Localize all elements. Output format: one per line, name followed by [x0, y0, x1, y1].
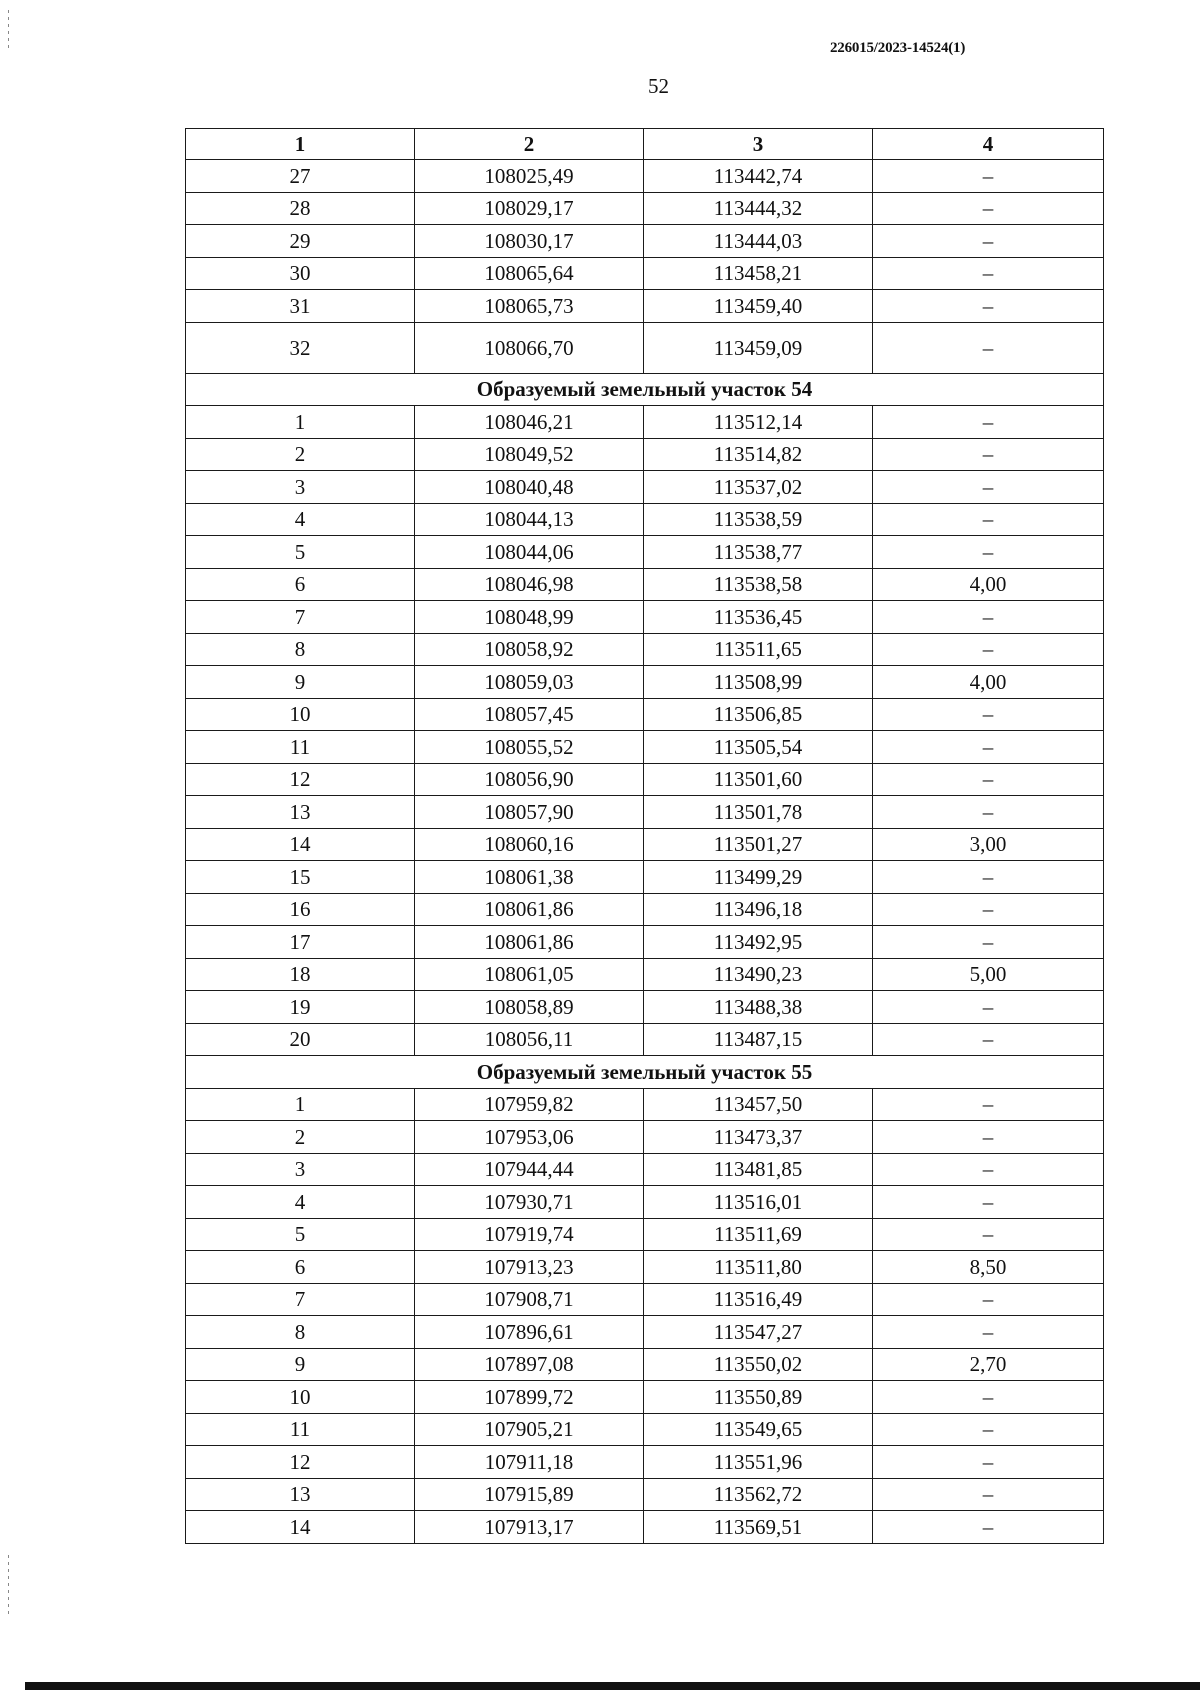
value-cell: –	[873, 633, 1104, 666]
x-coordinate-cell: 107959,82	[415, 1088, 644, 1121]
y-coordinate-cell: 113501,60	[644, 763, 873, 796]
table-row	[186, 1218, 1104, 1251]
table-row	[186, 568, 1104, 601]
table-row	[186, 290, 1104, 323]
point-number-cell: 2	[186, 438, 415, 471]
header-cell-4: 4	[873, 129, 1104, 160]
y-coordinate-cell: 113512,14	[644, 406, 873, 439]
y-coordinate-cell: 113481,85	[644, 1153, 873, 1186]
table-row	[186, 1186, 1104, 1219]
x-coordinate-cell: 108055,52	[415, 731, 644, 764]
value-cell: –	[873, 698, 1104, 731]
value-cell: 3,00	[873, 828, 1104, 861]
scan-edge-mark	[8, 1555, 9, 1615]
x-coordinate-cell: 107913,23	[415, 1251, 644, 1284]
x-coordinate-cell: 108044,06	[415, 536, 644, 569]
value-cell: –	[873, 1121, 1104, 1154]
value-cell: –	[873, 225, 1104, 258]
point-number-cell: 3	[186, 1153, 415, 1186]
y-coordinate-cell: 113499,29	[644, 861, 873, 894]
y-coordinate-cell: 113473,37	[644, 1121, 873, 1154]
y-coordinate-cell: 113511,65	[644, 633, 873, 666]
point-number-cell: 20	[186, 1023, 415, 1056]
x-coordinate-cell: 108061,86	[415, 893, 644, 926]
table-row	[186, 471, 1104, 504]
table-row	[186, 536, 1104, 569]
value-cell: –	[873, 406, 1104, 439]
point-number-cell: 15	[186, 861, 415, 894]
table-row	[186, 1088, 1104, 1121]
header-cell-1: 1	[186, 129, 415, 160]
x-coordinate-cell: 108049,52	[415, 438, 644, 471]
y-coordinate-cell: 113538,77	[644, 536, 873, 569]
y-coordinate-cell: 113492,95	[644, 926, 873, 959]
table-row	[186, 828, 1104, 861]
x-coordinate-cell: 107899,72	[415, 1381, 644, 1414]
value-cell: –	[873, 160, 1104, 193]
value-cell: –	[873, 1381, 1104, 1414]
x-coordinate-cell: 108058,89	[415, 991, 644, 1024]
x-coordinate-cell: 108060,16	[415, 828, 644, 861]
value-cell: –	[873, 991, 1104, 1024]
point-number-cell: 7	[186, 601, 415, 634]
value-cell: –	[873, 536, 1104, 569]
point-number-cell: 30	[186, 257, 415, 290]
table-row	[186, 633, 1104, 666]
point-number-cell: 8	[186, 1316, 415, 1349]
x-coordinate-cell: 108046,98	[415, 568, 644, 601]
y-coordinate-cell: 113488,38	[644, 991, 873, 1024]
x-coordinate-cell: 108061,86	[415, 926, 644, 959]
header-cell-3: 3	[644, 129, 873, 160]
y-coordinate-cell: 113490,23	[644, 958, 873, 991]
table-row	[186, 257, 1104, 290]
x-coordinate-cell: 108065,73	[415, 290, 644, 323]
point-number-cell: 10	[186, 698, 415, 731]
table-row	[186, 763, 1104, 796]
point-number-cell: 5	[186, 536, 415, 569]
y-coordinate-cell: 113458,21	[644, 257, 873, 290]
y-coordinate-cell: 113457,50	[644, 1088, 873, 1121]
y-coordinate-cell: 113562,72	[644, 1478, 873, 1511]
x-coordinate-cell: 108056,11	[415, 1023, 644, 1056]
table-row	[186, 1023, 1104, 1056]
x-coordinate-cell: 108044,13	[415, 503, 644, 536]
value-cell: –	[873, 1186, 1104, 1219]
point-number-cell: 1	[186, 406, 415, 439]
y-coordinate-cell: 113537,02	[644, 471, 873, 504]
point-number-cell: 4	[186, 1186, 415, 1219]
x-coordinate-cell: 107913,17	[415, 1511, 644, 1544]
table-row	[186, 322, 1104, 373]
value-cell: –	[873, 438, 1104, 471]
table-row	[186, 796, 1104, 829]
x-coordinate-cell: 108029,17	[415, 192, 644, 225]
table-row	[186, 438, 1104, 471]
section-title: Образуемый земельный участок 54	[186, 373, 1104, 406]
point-number-cell: 5	[186, 1218, 415, 1251]
x-coordinate-cell: 108030,17	[415, 225, 644, 258]
document-id: 226015/2023-14524(1)	[830, 40, 966, 56]
point-number-cell: 11	[186, 1413, 415, 1446]
point-number-cell: 19	[186, 991, 415, 1024]
y-coordinate-cell: 113551,96	[644, 1446, 873, 1479]
x-coordinate-cell: 107896,61	[415, 1316, 644, 1349]
value-cell: –	[873, 731, 1104, 764]
table-row	[186, 225, 1104, 258]
y-coordinate-cell: 113501,78	[644, 796, 873, 829]
value-cell: –	[873, 1283, 1104, 1316]
section-row	[186, 373, 1104, 406]
coordinates-table	[185, 128, 1104, 1544]
x-coordinate-cell: 108040,48	[415, 471, 644, 504]
value-cell: –	[873, 1511, 1104, 1544]
value-cell: –	[873, 322, 1104, 373]
point-number-cell: 14	[186, 1511, 415, 1544]
point-number-cell: 7	[186, 1283, 415, 1316]
x-coordinate-cell: 108059,03	[415, 666, 644, 699]
point-number-cell: 13	[186, 1478, 415, 1511]
y-coordinate-cell: 113444,32	[644, 192, 873, 225]
point-number-cell: 6	[186, 568, 415, 601]
table-row	[186, 1381, 1104, 1414]
point-number-cell: 14	[186, 828, 415, 861]
point-number-cell: 3	[186, 471, 415, 504]
table-row	[186, 503, 1104, 536]
value-cell: –	[873, 290, 1104, 323]
scan-bottom-edge	[25, 1682, 1200, 1690]
value-cell: –	[873, 1153, 1104, 1186]
value-cell: 2,70	[873, 1348, 1104, 1381]
point-number-cell: 2	[186, 1121, 415, 1154]
point-number-cell: 8	[186, 633, 415, 666]
value-cell: –	[873, 503, 1104, 536]
value-cell: –	[873, 1218, 1104, 1251]
table-row	[186, 1251, 1104, 1284]
table-row	[186, 958, 1104, 991]
y-coordinate-cell: 113496,18	[644, 893, 873, 926]
x-coordinate-cell: 108066,70	[415, 322, 644, 373]
x-coordinate-cell: 108065,64	[415, 257, 644, 290]
value-cell: –	[873, 763, 1104, 796]
point-number-cell: 11	[186, 731, 415, 764]
y-coordinate-cell: 113444,03	[644, 225, 873, 258]
y-coordinate-cell: 113442,74	[644, 160, 873, 193]
x-coordinate-cell: 107919,74	[415, 1218, 644, 1251]
value-cell: 4,00	[873, 568, 1104, 601]
y-coordinate-cell: 113547,27	[644, 1316, 873, 1349]
table-row	[186, 1121, 1104, 1154]
x-coordinate-cell: 108056,90	[415, 763, 644, 796]
table-row	[186, 1478, 1104, 1511]
point-number-cell: 1	[186, 1088, 415, 1121]
table-row	[186, 991, 1104, 1024]
point-number-cell: 12	[186, 763, 415, 796]
header-cell-2: 2	[415, 129, 644, 160]
value-cell: 4,00	[873, 666, 1104, 699]
x-coordinate-cell: 107944,44	[415, 1153, 644, 1186]
x-coordinate-cell: 107930,71	[415, 1186, 644, 1219]
y-coordinate-cell: 113516,01	[644, 1186, 873, 1219]
point-number-cell: 13	[186, 796, 415, 829]
x-coordinate-cell: 108025,49	[415, 160, 644, 193]
table-row	[186, 666, 1104, 699]
point-number-cell: 6	[186, 1251, 415, 1284]
point-number-cell: 16	[186, 893, 415, 926]
y-coordinate-cell: 113549,65	[644, 1413, 873, 1446]
y-coordinate-cell: 113511,80	[644, 1251, 873, 1284]
scan-edge-mark	[8, 10, 9, 50]
point-number-cell: 29	[186, 225, 415, 258]
value-cell: 8,50	[873, 1251, 1104, 1284]
point-number-cell: 4	[186, 503, 415, 536]
x-coordinate-cell: 108048,99	[415, 601, 644, 634]
x-coordinate-cell: 107897,08	[415, 1348, 644, 1381]
section-title: Образуемый земельный участок 55	[186, 1056, 1104, 1089]
y-coordinate-cell: 113459,09	[644, 322, 873, 373]
point-number-cell: 31	[186, 290, 415, 323]
value-cell: –	[873, 471, 1104, 504]
point-number-cell: 9	[186, 666, 415, 699]
table-row	[186, 601, 1104, 634]
table-row	[186, 698, 1104, 731]
table-row	[186, 1316, 1104, 1349]
table-row	[186, 1413, 1104, 1446]
x-coordinate-cell: 108046,21	[415, 406, 644, 439]
table-row	[186, 731, 1104, 764]
y-coordinate-cell: 113508,99	[644, 666, 873, 699]
table-row	[186, 893, 1104, 926]
table-row	[186, 861, 1104, 894]
table-row	[186, 1153, 1104, 1186]
y-coordinate-cell: 113514,82	[644, 438, 873, 471]
point-number-cell: 27	[186, 160, 415, 193]
table-row	[186, 160, 1104, 193]
point-number-cell: 28	[186, 192, 415, 225]
y-coordinate-cell: 113487,15	[644, 1023, 873, 1056]
x-coordinate-cell: 108057,90	[415, 796, 644, 829]
value-cell: –	[873, 893, 1104, 926]
y-coordinate-cell: 113538,58	[644, 568, 873, 601]
point-number-cell: 12	[186, 1446, 415, 1479]
x-coordinate-cell: 108057,45	[415, 698, 644, 731]
table-row	[186, 1348, 1104, 1381]
y-coordinate-cell: 113550,02	[644, 1348, 873, 1381]
table-row	[186, 406, 1104, 439]
value-cell: –	[873, 257, 1104, 290]
point-number-cell: 17	[186, 926, 415, 959]
point-number-cell: 32	[186, 322, 415, 373]
value-cell: 5,00	[873, 958, 1104, 991]
table-row	[186, 1511, 1104, 1544]
value-cell: –	[873, 1023, 1104, 1056]
page-number: 52	[648, 74, 669, 98]
x-coordinate-cell: 107908,71	[415, 1283, 644, 1316]
x-coordinate-cell: 107905,21	[415, 1413, 644, 1446]
section-row	[186, 1056, 1104, 1089]
point-number-cell: 10	[186, 1381, 415, 1414]
y-coordinate-cell: 113506,85	[644, 698, 873, 731]
x-coordinate-cell: 107915,89	[415, 1478, 644, 1511]
point-number-cell: 9	[186, 1348, 415, 1381]
table-row	[186, 1283, 1104, 1316]
y-coordinate-cell: 113538,59	[644, 503, 873, 536]
x-coordinate-cell: 108061,05	[415, 958, 644, 991]
y-coordinate-cell: 113501,27	[644, 828, 873, 861]
y-coordinate-cell: 113569,51	[644, 1511, 873, 1544]
y-coordinate-cell: 113505,54	[644, 731, 873, 764]
y-coordinate-cell: 113550,89	[644, 1381, 873, 1414]
point-number-cell: 18	[186, 958, 415, 991]
x-coordinate-cell: 108061,38	[415, 861, 644, 894]
value-cell: –	[873, 1446, 1104, 1479]
y-coordinate-cell: 113536,45	[644, 601, 873, 634]
y-coordinate-cell: 113459,40	[644, 290, 873, 323]
value-cell: –	[873, 926, 1104, 959]
x-coordinate-cell: 108058,92	[415, 633, 644, 666]
table-row	[186, 192, 1104, 225]
value-cell: –	[873, 1478, 1104, 1511]
value-cell: –	[873, 1316, 1104, 1349]
y-coordinate-cell: 113516,49	[644, 1283, 873, 1316]
table-body	[186, 160, 1104, 1544]
value-cell: –	[873, 1088, 1104, 1121]
value-cell: –	[873, 192, 1104, 225]
table-header-row	[186, 129, 1104, 160]
table-row	[186, 926, 1104, 959]
x-coordinate-cell: 107953,06	[415, 1121, 644, 1154]
value-cell: –	[873, 796, 1104, 829]
value-cell: –	[873, 601, 1104, 634]
table-row	[186, 1446, 1104, 1479]
value-cell: –	[873, 861, 1104, 894]
value-cell: –	[873, 1413, 1104, 1446]
y-coordinate-cell: 113511,69	[644, 1218, 873, 1251]
x-coordinate-cell: 107911,18	[415, 1446, 644, 1479]
